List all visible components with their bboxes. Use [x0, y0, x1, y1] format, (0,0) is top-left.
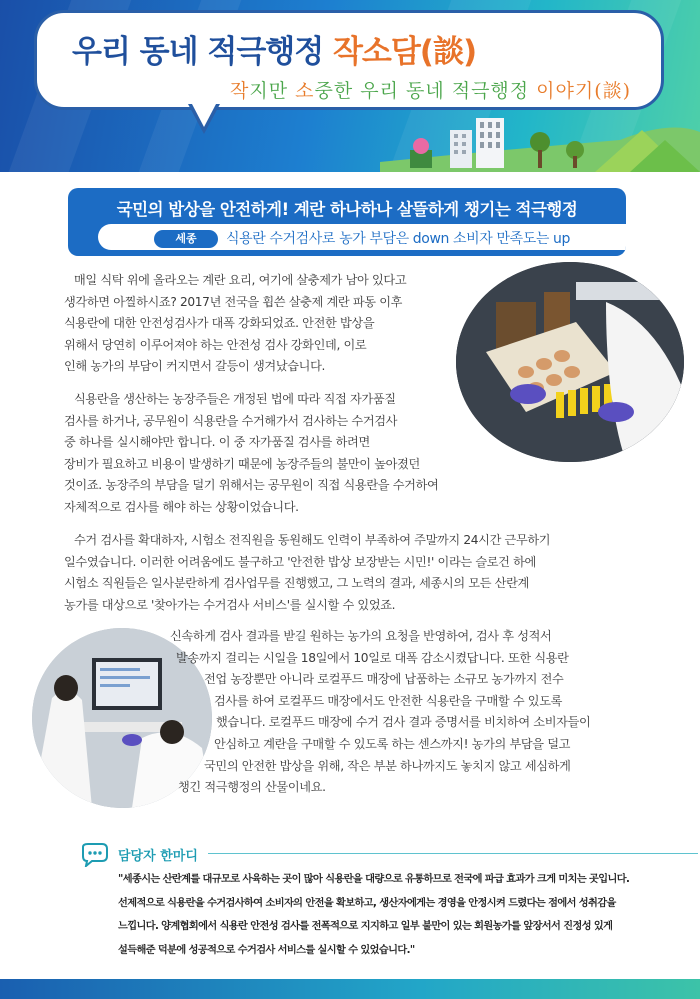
paragraph-3: 수거 검사를 확대하자, 시험소 전직원을 동원해도 인력이 부족하여 주말까지 24시간 근무하기 일수였습니다. 이러한 어려움에도 불구하고 '안전한 밥상 보장받는 시민!' 이라는 슬로건 하에 시험소 직원들은 일사분란하게 검사업무를 진행했고, 그 노력의 결과, 세종시의 모든 산란계 농가를 대상으로 '찾아가는 수거검사 서비스'를 실시할 수 있었죠. [64, 533, 551, 612]
article-headline-box [68, 188, 626, 256]
comment-divider [208, 853, 698, 854]
header-banner [0, 0, 700, 172]
lab-egg-inspection-photo [456, 262, 684, 462]
article-subtitle: 식용란 수거검사로 농가 부담은 down 소비자 만족도는 up [226, 231, 570, 247]
footer-bar [0, 979, 700, 999]
town-illustration [380, 110, 700, 172]
article-title: 국민의 밥상을 안전하게! 계란 하나하나 살뜰하게 챙기는 적극행정 [116, 200, 578, 219]
comment-section-title: 담당자 한마디 [118, 849, 198, 864]
paragraph-1: 매일 식탁 위에 올라오는 계란 요리, 여기에 살충제가 남아 있다고 생각하면 아찔하시죠? 2017년 전국을 휩쓴 살충제 계란 파동 이후 식용란에 대한 안전성검사가 대폭 강화되었죠. 안전한 밥상을 위해서 당연히 이루어져야 하는 안전성 검사 강화인데, 이로 인해 농가의 부담이 커지면서 갈등이 생겨났습니다. [64, 273, 407, 374]
banner-title: 우리 동네 적극행정 작소담(談) [72, 34, 477, 70]
official-quote: "세종시는 산란계를 대규모로 사육하는 곳이 많아 식용란을 대량으로 유통하므로 전국에 파급 효과가 크게 미치는 곳입니다. 선제적으로 식용란을 수거검사하여 소비자의 안전을 확보하고, 생산자에게는 경영을 안정시켜 드렸다는 점에서 성취감을 느낍니다. 양계협회에서 식용란 안전성 검사를 전폭적으로 지지하고 일부 불만이 있는 회원농가를 앞장서서 진정성 있게 설득해준 덕분에 성공적으로 수거검사 서비스를 실시할 수 있었습니다." [118, 874, 630, 956]
banner-subtitle: 작지만 소중한 우리 동네 적극행정 이야기(談) [230, 80, 632, 102]
paragraph-4: 신속하게 검사 결과를 받길 원하는 농가의 요청을 반영하여, 검사 후 성적서 발송까지 걸리는 시일을 18일에서 10일로 대폭 감소시켰답니다. 또한 식용란 전업 농장뿐만 아니라 로컬푸드 매장에 납품하는 소규모 농가까지 전수 검사를 하여 로컬푸드 매장에서도 안전한 식용란을 구매할 수 있도록 했습니다. 로컬푸드 매장에 수거 검사 결과 증명서를 비치하여 소비자들이 안심하고 계란을 구매할 수 있도록 하는 센스까지! 농가의 부담을 덜고 국민의 안전한 밥상을 위해, 작은 부분 하나까지도 놓치지 않고 세심하게 챙긴 적극행정의 산물이네요. [170, 629, 591, 795]
region-badge: 세종 [154, 230, 218, 248]
speech-bubble-icon [80, 843, 110, 867]
paragraph-2: 식용란을 생산하는 농장주들은 개정된 법에 따라 직접 자가품질 검사를 하거나, 공무원이 식용란을 수거해가서 검사하는 수거검사 중 하나를 실시해야만 합니다. 이 중 자가품질 검사를 하려면 장비가 필요하고 비용이 발생하기 때문에 농장주들의 불만이 높아졌던 것이죠. 농장주의 부담을 덜기 위해서는 공무원이 직접 식용란을 수거하여 자체적으로 검사를 해야 하는 상황이었습니다. [64, 392, 439, 514]
